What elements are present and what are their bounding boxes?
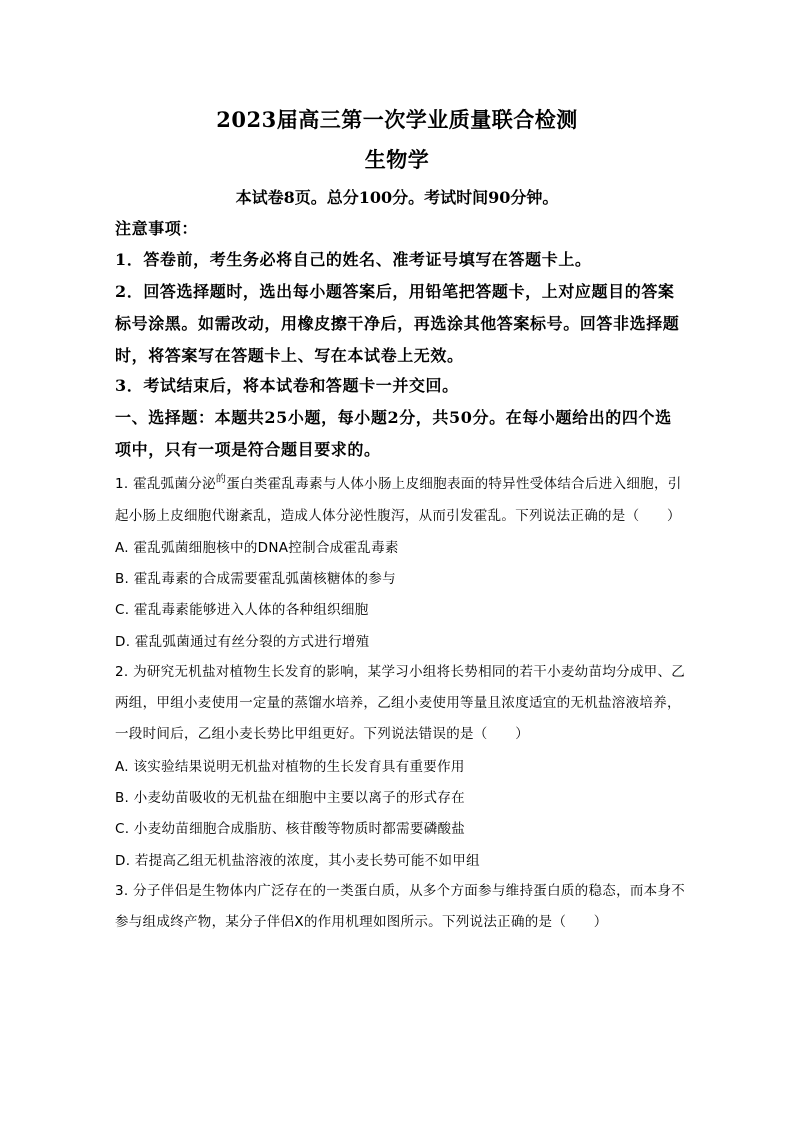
question-2-option-a: A. 该实验结果说明无机盐对植物的生长发育具有重要作用 [115,759,465,775]
notice-item-2: 2．回答选择题时，选出每小题答案后，用铅笔把答题卡，上对应题目的答案标号涂黑。如需改动，用橡皮擦干净后，再选涂其他答案标号。回答非选择题时，将答案写在答题卡上、写在本试卷上无效。 [115,282,680,365]
notice-heading: 注意事项： [115,219,199,238]
question-2-option-c: C. 小麦幼苗细胞合成脂肪、核苷酸等物质时都需要磷酸盐 [115,821,466,837]
question-1-option-a: A. 霍乱弧菌细胞核中的DNA控制合成霍乱毒素 [115,540,399,556]
question-1-stem-start: 1. 霍乱弧菌分泌 [115,476,216,492]
question-2-stem: 2. 为研究无机盐对植物生长发育的影响，某学习小组将长势相同的若干小麦幼苗均分成甲、乙两组，甲组小麦使用一定量的蒸馏水培养，乙组小麦使用等量且浓度适宜的无机盐溶液培养，一段时间后，乙组小麦长势比甲组更好。下列说法错误的是（ ） [115,664,686,742]
question-3-stem: 3. 分子伴侣是生物体内广泛存在的一类蛋白质，从多个方面参与维持蛋白质的稳态，而本身不参与组成终产物，某分子伴侣X的作用机理如图所示。下列说法正确的是（ ） [115,883,686,930]
notice-item-1: 1．答卷前，考生务必将自己的姓名、准考证号填写在答题卡上。 [115,250,592,269]
question-1-option-b: B. 霍乱毒素的合成需要霍乱弧菌核糖体的参与 [115,571,396,587]
section-heading: 一、选择题：本题共25小题，每小题2分，共50分。在每小题给出的四个选项中，只有一项是符合题目要求的。 [115,408,672,459]
exam-info: 本试卷8页。总分100分。考试时间90分钟。 [235,188,559,207]
question-1-stem [115,469,687,532]
question-2-option-b: B. 小麦幼苗吸收的无机盐在细胞中主要以离子的形式存在 [115,790,465,806]
question-1-stem-rest: 蛋白类霍乱毒素与人体小肠上皮细胞表面的特异性受体结合后进入细胞，引起小肠上皮细胞代谢紊乱，造成人体分泌性腹泻，从而引发霍乱。下列说法正确的是（ ） [115,476,682,524]
question-1-stem-superscript: 的 [215,474,227,485]
exam-title: 2023届高三第一次学业质量联合检测 [216,107,578,132]
notice-item-3: 3．考试结束后，将本试卷和答题卡一并交回。 [115,376,459,395]
question-2-option-d: D. 若提高乙组无机盐溶液的浓度，其小麦长势可能不如甲组 [115,853,480,869]
subject-title: 生物学 [364,147,430,172]
question-1-option-c: C. 霍乱毒素能够进入人体的各种组织细胞 [115,602,369,618]
question-1-option-d: D. 霍乱弧菌通过有丝分裂的方式进行增殖 [115,634,370,650]
